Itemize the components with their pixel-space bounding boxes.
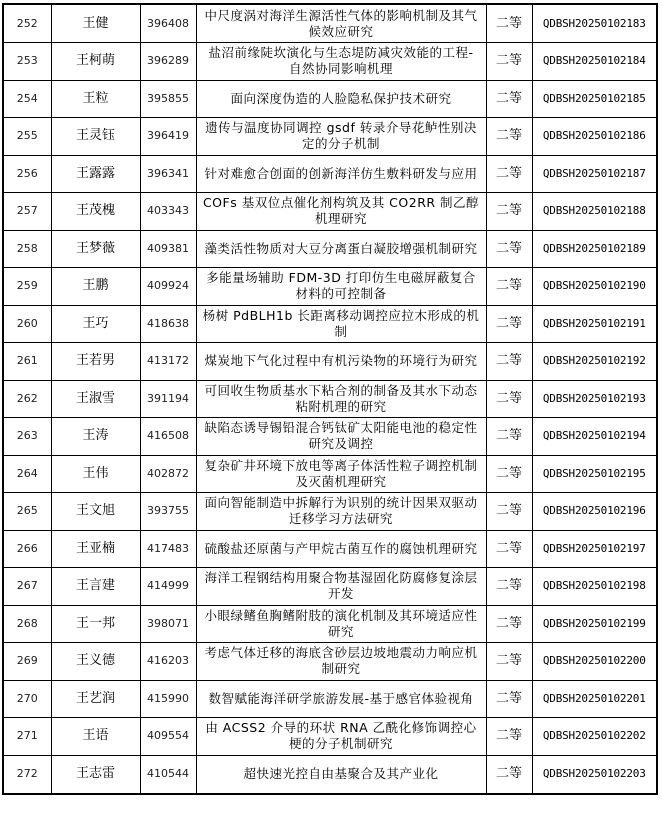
table-row bbox=[4, 755, 656, 793]
table-row bbox=[4, 418, 656, 456]
cell-project-title: 面向深度伪造的人脸隐私保护技术研究 bbox=[196, 80, 486, 118]
cell-name: 王涛 bbox=[51, 418, 140, 456]
cell-seq: 252 bbox=[4, 5, 51, 43]
cell-award-level: 二等 bbox=[486, 305, 532, 343]
cell-name: 王梦薇 bbox=[51, 230, 140, 268]
cell-certificate-number: QDBSH20250102201 bbox=[532, 680, 656, 718]
cell-certificate-number: QDBSH20250102183 bbox=[532, 5, 656, 43]
award-list-table bbox=[2, 3, 658, 795]
cell-award-level: 二等 bbox=[486, 718, 532, 756]
cell-project-title: 中尺度涡对海洋生源活性气体的影响机制及其气候效应研究 bbox=[196, 5, 486, 43]
cell-name: 王健 bbox=[51, 5, 140, 43]
table-row bbox=[4, 118, 656, 156]
cell-student-id: 396408 bbox=[140, 5, 196, 43]
cell-award-level: 二等 bbox=[486, 193, 532, 231]
cell-name: 王亚楠 bbox=[51, 530, 140, 568]
cell-seq: 258 bbox=[4, 230, 51, 268]
cell-student-id: 396341 bbox=[140, 155, 196, 193]
cell-project-title: 藻类活性物质对大豆分离蛋白凝胶增强机制研究 bbox=[196, 230, 486, 268]
cell-project-title: 针对难愈合创面的创新海洋仿生敷料研发与应用 bbox=[196, 155, 486, 193]
table-row bbox=[4, 305, 656, 343]
cell-name: 王柯萌 bbox=[51, 43, 140, 81]
cell-certificate-number: QDBSH20250102187 bbox=[532, 155, 656, 193]
cell-seq: 266 bbox=[4, 530, 51, 568]
cell-seq: 256 bbox=[4, 155, 51, 193]
cell-certificate-number: QDBSH20250102203 bbox=[532, 755, 656, 793]
cell-award-level: 二等 bbox=[486, 568, 532, 606]
cell-certificate-number: QDBSH20250102200 bbox=[532, 643, 656, 681]
cell-project-title: 面向智能制造中拆解行为识别的统计因果双驱动迁移学习方法研究 bbox=[196, 493, 486, 531]
cell-seq: 265 bbox=[4, 493, 51, 531]
cell-seq: 268 bbox=[4, 605, 51, 643]
cell-name: 王巧 bbox=[51, 305, 140, 343]
cell-project-title: 复杂矿井环境下放电等离子体活性粒子调控机制及灭菌机理研究 bbox=[196, 455, 486, 493]
table-row bbox=[4, 43, 656, 81]
cell-name: 王若男 bbox=[51, 343, 140, 381]
cell-certificate-number: QDBSH20250102185 bbox=[532, 80, 656, 118]
cell-student-id: 402872 bbox=[140, 455, 196, 493]
cell-name: 王淑雪 bbox=[51, 380, 140, 418]
cell-award-level: 二等 bbox=[486, 755, 532, 793]
cell-project-title: 杨树 PdBLH1b 长距离移动调控应拉木形成的机制 bbox=[196, 305, 486, 343]
cell-certificate-number: QDBSH20250102184 bbox=[532, 43, 656, 81]
cell-project-title: 遗传与温度协同调控 gsdf 转录介导花鲈性别决定的分子机制 bbox=[196, 118, 486, 156]
cell-award-level: 二等 bbox=[486, 43, 532, 81]
cell-certificate-number: QDBSH20250102190 bbox=[532, 268, 656, 306]
cell-name: 王语 bbox=[51, 718, 140, 756]
cell-project-title: 海洋工程钢结构用聚合物基湿固化防腐修复涂层开发 bbox=[196, 568, 486, 606]
table-row bbox=[4, 155, 656, 193]
cell-project-title: 煤炭地下气化过程中有机污染物的环境行为研究 bbox=[196, 343, 486, 381]
cell-project-title: 小眼绿鳍鱼胸鳍附肢的演化机制及其环境适应性研究 bbox=[196, 605, 486, 643]
cell-student-id: 403343 bbox=[140, 193, 196, 231]
table-body bbox=[4, 5, 656, 793]
cell-seq: 272 bbox=[4, 755, 51, 793]
cell-project-title: 数智赋能海洋研学旅游发展-基于感官体验视角 bbox=[196, 680, 486, 718]
cell-student-id: 414999 bbox=[140, 568, 196, 606]
table-row bbox=[4, 493, 656, 531]
cell-student-id: 391194 bbox=[140, 380, 196, 418]
table-row bbox=[4, 455, 656, 493]
cell-name: 王志雷 bbox=[51, 755, 140, 793]
table-row bbox=[4, 605, 656, 643]
cell-project-title: 硫酸盐还原菌与产甲烷古菌互作的腐蚀机理研究 bbox=[196, 530, 486, 568]
cell-name: 王灵钰 bbox=[51, 118, 140, 156]
cell-name: 王茂槐 bbox=[51, 193, 140, 231]
table-row bbox=[4, 230, 656, 268]
cell-name: 王一邦 bbox=[51, 605, 140, 643]
cell-project-title: 由 ACSS2 介导的环状 RNA 乙酰化修饰调控心梗的分子机制研究 bbox=[196, 718, 486, 756]
cell-seq: 255 bbox=[4, 118, 51, 156]
cell-student-id: 393755 bbox=[140, 493, 196, 531]
cell-name: 王伟 bbox=[51, 455, 140, 493]
cell-student-id: 396419 bbox=[140, 118, 196, 156]
cell-award-level: 二等 bbox=[486, 680, 532, 718]
cell-seq: 261 bbox=[4, 343, 51, 381]
cell-seq: 262 bbox=[4, 380, 51, 418]
cell-award-level: 二等 bbox=[486, 380, 532, 418]
cell-certificate-number: QDBSH20250102188 bbox=[532, 193, 656, 231]
table-row bbox=[4, 568, 656, 606]
table-row bbox=[4, 80, 656, 118]
cell-seq: 264 bbox=[4, 455, 51, 493]
cell-student-id: 395855 bbox=[140, 80, 196, 118]
cell-certificate-number: QDBSH20250102198 bbox=[532, 568, 656, 606]
cell-name: 王艺润 bbox=[51, 680, 140, 718]
cell-seq: 271 bbox=[4, 718, 51, 756]
cell-award-level: 二等 bbox=[486, 5, 532, 43]
cell-seq: 259 bbox=[4, 268, 51, 306]
cell-name: 王义德 bbox=[51, 643, 140, 681]
cell-project-title: 考虑气体迁移的海底含砂层边坡地震动力响应机制研究 bbox=[196, 643, 486, 681]
cell-student-id: 409381 bbox=[140, 230, 196, 268]
cell-certificate-number: QDBSH20250102196 bbox=[532, 493, 656, 531]
cell-certificate-number: QDBSH20250102186 bbox=[532, 118, 656, 156]
cell-seq: 254 bbox=[4, 80, 51, 118]
table-row bbox=[4, 5, 656, 43]
cell-project-title: 超快速光控自由基聚合及其产业化 bbox=[196, 755, 486, 793]
cell-student-id: 413172 bbox=[140, 343, 196, 381]
cell-certificate-number: QDBSH20250102202 bbox=[532, 718, 656, 756]
table-row bbox=[4, 643, 656, 681]
cell-award-level: 二等 bbox=[486, 418, 532, 456]
award-table bbox=[4, 5, 656, 793]
table-row bbox=[4, 343, 656, 381]
cell-award-level: 二等 bbox=[486, 230, 532, 268]
cell-award-level: 二等 bbox=[486, 118, 532, 156]
cell-name: 王露露 bbox=[51, 155, 140, 193]
cell-certificate-number: QDBSH20250102195 bbox=[532, 455, 656, 493]
cell-seq: 253 bbox=[4, 43, 51, 81]
cell-student-id: 396289 bbox=[140, 43, 196, 81]
cell-award-level: 二等 bbox=[486, 643, 532, 681]
cell-award-level: 二等 bbox=[486, 493, 532, 531]
cell-student-id: 398071 bbox=[140, 605, 196, 643]
cell-certificate-number: QDBSH20250102191 bbox=[532, 305, 656, 343]
cell-award-level: 二等 bbox=[486, 605, 532, 643]
cell-name: 王鹏 bbox=[51, 268, 140, 306]
cell-seq: 263 bbox=[4, 418, 51, 456]
table-row bbox=[4, 193, 656, 231]
cell-student-id: 417483 bbox=[140, 530, 196, 568]
cell-certificate-number: QDBSH20250102193 bbox=[532, 380, 656, 418]
cell-student-id: 415990 bbox=[140, 680, 196, 718]
cell-award-level: 二等 bbox=[486, 530, 532, 568]
table-row bbox=[4, 718, 656, 756]
cell-project-title: 多能量场辅助 FDM-3D 打印仿生电磁屏蔽复合材料的可控制备 bbox=[196, 268, 486, 306]
cell-certificate-number: QDBSH20250102199 bbox=[532, 605, 656, 643]
cell-award-level: 二等 bbox=[486, 155, 532, 193]
cell-student-id: 409924 bbox=[140, 268, 196, 306]
cell-name: 王粒 bbox=[51, 80, 140, 118]
cell-certificate-number: QDBSH20250102194 bbox=[532, 418, 656, 456]
cell-student-id: 409554 bbox=[140, 718, 196, 756]
cell-certificate-number: QDBSH20250102192 bbox=[532, 343, 656, 381]
cell-seq: 257 bbox=[4, 193, 51, 231]
cell-award-level: 二等 bbox=[486, 343, 532, 381]
cell-project-title: 盐沼前缘陡坎演化与生态堤防减灾效能的工程-自然协同影响机理 bbox=[196, 43, 486, 81]
cell-name: 王文旭 bbox=[51, 493, 140, 531]
cell-award-level: 二等 bbox=[486, 455, 532, 493]
cell-student-id: 416203 bbox=[140, 643, 196, 681]
cell-seq: 260 bbox=[4, 305, 51, 343]
cell-award-level: 二等 bbox=[486, 80, 532, 118]
cell-seq: 267 bbox=[4, 568, 51, 606]
cell-project-title: 缺陷态诱导锡铅混合钙钛矿太阳能电池的稳定性研究及调控 bbox=[196, 418, 486, 456]
table-row bbox=[4, 530, 656, 568]
cell-project-title: 可回收生物质基水下粘合剂的制备及其水下动态粘附机理的研究 bbox=[196, 380, 486, 418]
cell-student-id: 410544 bbox=[140, 755, 196, 793]
cell-student-id: 418638 bbox=[140, 305, 196, 343]
table-row bbox=[4, 680, 656, 718]
cell-certificate-number: QDBSH20250102197 bbox=[532, 530, 656, 568]
cell-award-level: 二等 bbox=[486, 268, 532, 306]
cell-name: 王言建 bbox=[51, 568, 140, 606]
cell-seq: 270 bbox=[4, 680, 51, 718]
cell-certificate-number: QDBSH20250102189 bbox=[532, 230, 656, 268]
cell-project-title: COFs 基双位点催化剂构筑及其 CO2RR 制乙醇机理研究 bbox=[196, 193, 486, 231]
table-row bbox=[4, 380, 656, 418]
cell-seq: 269 bbox=[4, 643, 51, 681]
cell-student-id: 416508 bbox=[140, 418, 196, 456]
table-row bbox=[4, 268, 656, 306]
